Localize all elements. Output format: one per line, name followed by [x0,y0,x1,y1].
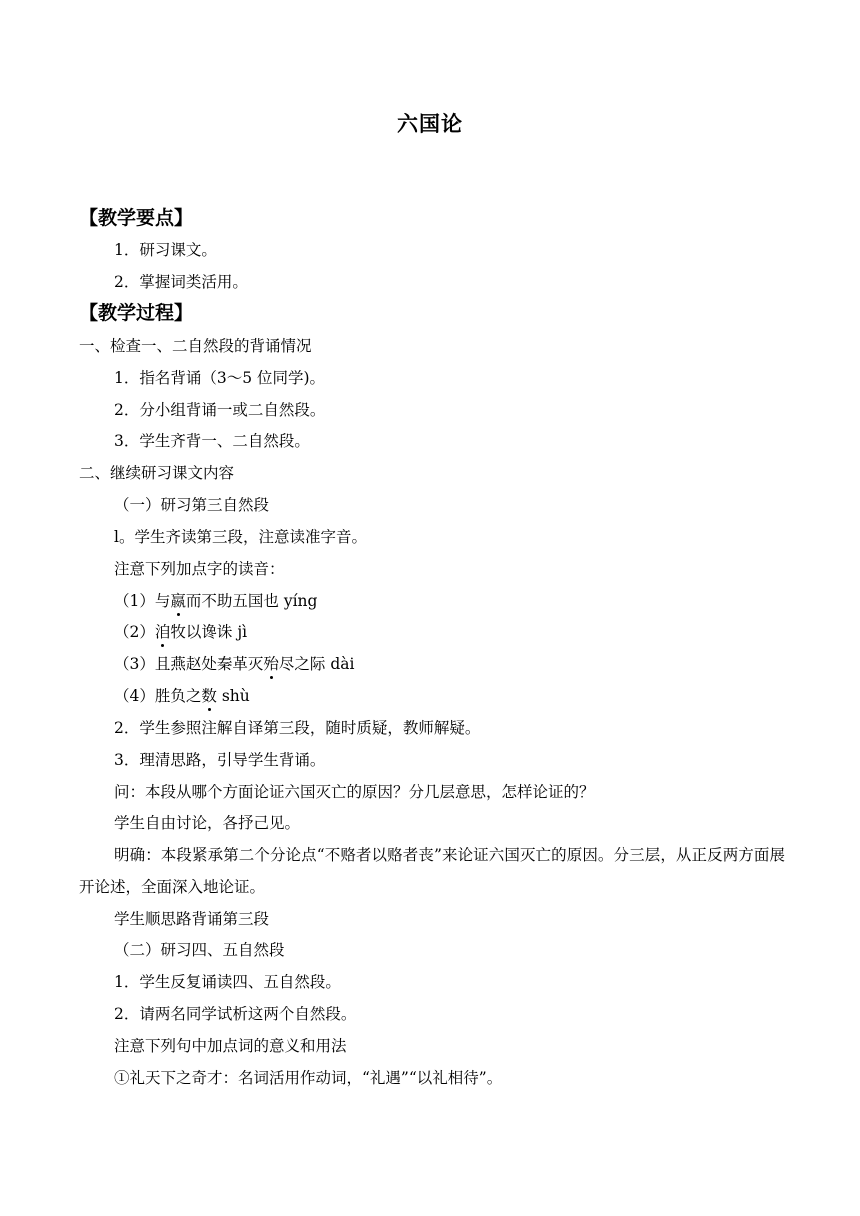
page-title: 六国论 [397,112,463,136]
subsection-heading: （二）研习四、五自然段 [114,941,285,959]
paragraph-clarify: 明确：本段紧承第二个分论点“不赂者以赂者丧”来论证六国灭亡的原因。分三层，从正反两方面展开论述，全面深入地论证。 [79,846,785,896]
key-point-item: 2．掌握词类活用。 [114,273,248,291]
pronunciation-item: （4）胜负之数 shù [114,687,250,705]
key-point-item: 1．研习课文。 [114,241,217,259]
paragraph: 1．学生反复诵读四、五自然段。 [114,973,341,991]
paragraph: 学生顺思路背诵第三段 [114,910,270,928]
pronunciation-item: （1）与嬴而不助五国也 yíng [114,592,318,610]
paragraph: l。学生齐读第三段，注意读准字音。 [114,528,367,546]
list-item: 3．学生齐背一、二自然段。 [114,432,310,450]
pronunciation-item: （3）且燕赵处秦革灭殆尽之际 dài [114,655,355,673]
dotted-character: 嬴 [170,592,186,610]
paragraph: ①礼天下之奇才：名词活用作动词，“礼遇”“以礼相待”。 [114,1069,503,1087]
section-heading-key-points: 【教学要点】 [79,207,194,229]
list-item: 2．分小组背诵一或二自然段。 [114,401,326,419]
dotted-character: 洎 [154,623,171,641]
paragraph: 问：本段从哪个方面论证六国灭亡的原因？分几层意思，怎样论证的？ [114,783,595,801]
dotted-character: 殆 [263,655,279,673]
part-heading: 一、检查一、二自然段的背诵情况 [79,337,312,355]
subsection-heading: （一）研习第三自然段 [114,496,270,514]
paragraph: 3．理清思路，引导学生背诵。 [114,751,326,769]
dotted-character: 数 [201,687,217,705]
paragraph: 2．请两名同学试析这两个自然段。 [114,1005,357,1023]
pronunciation-item: （2）洎牧以谗诛 jì [114,623,248,641]
part-heading: 二、继续研习课文内容 [79,464,235,482]
list-item: 1．指名背诵（3～5 位同学)。 [114,369,326,387]
paragraph: 学生自由讨论，各抒己见。 [114,814,301,832]
paragraph: 注意下列句中加点词的意义和用法 [114,1037,347,1055]
paragraph: 2．学生参照注解自译第三段，随时质疑，教师解疑。 [114,719,481,737]
paragraph: 注意下列加点字的读音： [114,560,285,578]
section-heading-process: 【教学过程】 [79,302,194,324]
